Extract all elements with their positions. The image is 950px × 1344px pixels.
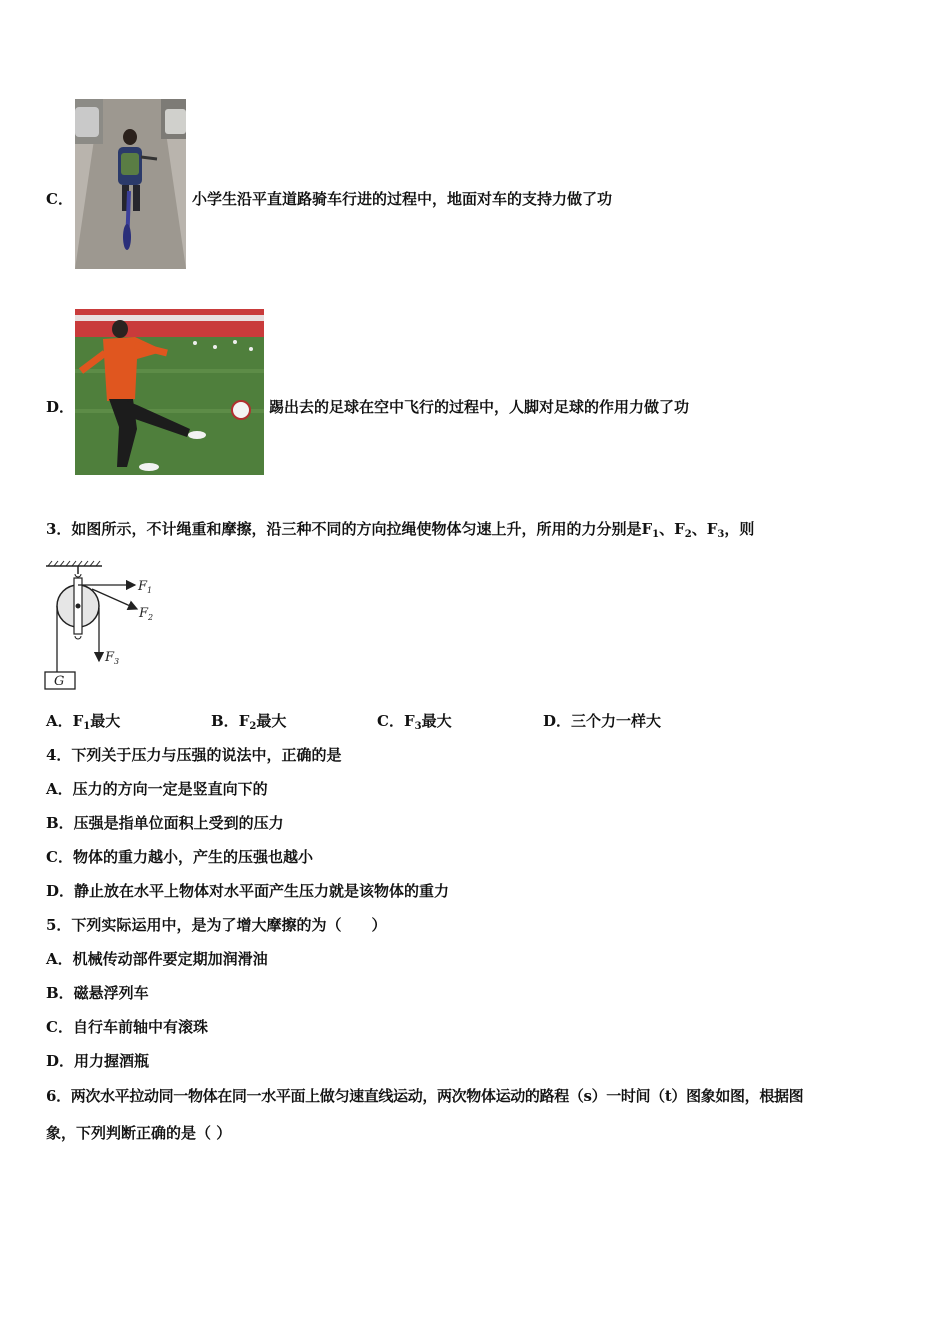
q3-stem-f1-sub: 1	[652, 529, 660, 540]
q4-option-b: B．压强是指单位面积上受到的压力	[46, 814, 284, 832]
q3-option-b-letter: B．	[211, 712, 239, 730]
q3-option-b-text: 最大	[256, 712, 287, 730]
q3-option-b-var: F	[238, 712, 250, 730]
q3-option-c-sub: 3	[414, 721, 422, 732]
q3-option-c-text: 最大	[421, 712, 452, 730]
diagram-f3-label: F	[105, 650, 115, 665]
q3-option-a-var: F	[72, 712, 84, 730]
ceiling-hatch	[46, 561, 102, 566]
q3-option-d-text: 三个力一样大	[571, 712, 662, 730]
q3-option-b-sub: 2	[249, 721, 257, 732]
svg-text:F3	[104, 650, 119, 666]
football-kick-photo	[75, 309, 264, 475]
q3-stem	[46, 519, 754, 539]
q5-option-d: D．用力握酒瓶	[46, 1052, 150, 1070]
option-d-text: 踢出去的足球在空中飞行的过程中，人脚对足球的作用力做了功	[269, 398, 690, 416]
q3-option-a-sub: 1	[83, 721, 91, 732]
q3-stem-before: 3．如图所示，不计绳重和摩擦，沿三种不同的方向拉绳使物体匀速上升，所用的力分别是	[46, 520, 642, 538]
diagram-g-label: G	[54, 674, 65, 689]
q5-option-a: A．机械传动部件要定期加润滑油	[46, 950, 268, 968]
q3-option-c	[377, 711, 452, 731]
diagram-f1-label: F	[138, 579, 148, 594]
option-d-letter: D．	[46, 398, 75, 416]
q3-stem-sep1: 、	[659, 520, 675, 538]
q3-option-a-text: 最大	[90, 712, 121, 730]
q3-option-a-letter: A．	[46, 712, 73, 730]
q4-stem: 4．下列关于压力与压强的说法中，正确的是	[46, 746, 342, 764]
diagram-f2-sub: 2	[148, 613, 154, 622]
diagram-f1-sub: 1	[147, 586, 153, 595]
diagram-f2-label: F	[139, 606, 149, 621]
q6-stem-line1: 6．两次水平拉动同一物体在同一水平面上做匀速直线运动，两次物体运动的路程（s）一时间（t）图象如图，根据图	[46, 1087, 804, 1105]
option-c-text: 小学生沿平直道路骑车行进的过程中，地面对车的支持力做了功	[192, 190, 613, 208]
q3-stem-f1: F	[641, 520, 653, 538]
q3-option-d	[543, 711, 661, 731]
q3-stem-f2: F	[674, 520, 685, 538]
pulley-diagram	[40, 556, 170, 692]
q6-stem-line2: 象，下列判断正确的是（ ）	[46, 1124, 232, 1142]
q3-option-c-letter: C．	[377, 712, 404, 730]
q3-stem-f3-sub: 3	[717, 529, 725, 540]
option-c-letter: C．	[46, 190, 73, 208]
q4-option-d: D．静止放在水平上物体对水平面产生压力就是该物体的重力	[46, 882, 450, 900]
q3-stem-f2-sub: 2	[684, 529, 692, 540]
boy-cycling-photo	[75, 99, 186, 269]
q3-stem-sep2: 、	[691, 520, 707, 538]
q3-option-d-letter: D．	[543, 712, 572, 730]
q3-stem-f3: F	[706, 520, 718, 538]
q5-option-b: B．磁悬浮列车	[46, 984, 149, 1002]
q3-option-b	[211, 711, 286, 731]
svg-text:F2	[138, 606, 153, 622]
q5-stem: 5．下列实际运用中，是为了增大摩擦的为（ ）	[46, 916, 387, 934]
svg-text:F1	[137, 579, 152, 595]
q4-option-c: C．物体的重力越小，产生的压强也越小	[46, 848, 313, 866]
q3-option-a	[46, 711, 120, 731]
q3-stem-after: ，则	[724, 520, 755, 538]
q3-option-c-var: F	[403, 712, 415, 730]
diagram-f3-sub: 3	[114, 657, 120, 666]
q5-option-c: C．自行车前轴中有滚珠	[46, 1018, 208, 1036]
q4-option-a: A．压力的方向一定是竖直向下的	[46, 780, 268, 798]
